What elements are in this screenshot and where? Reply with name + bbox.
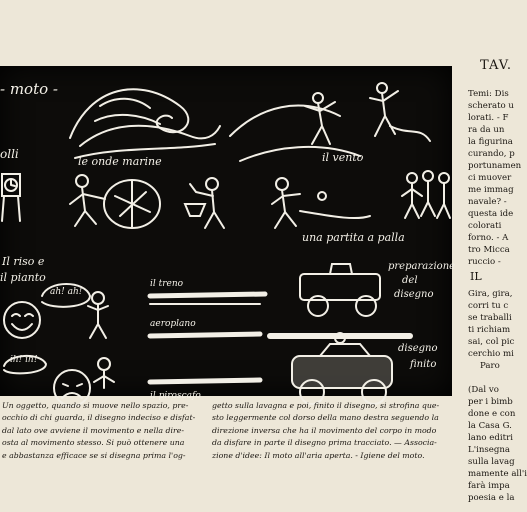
label-ahah: ah! ah! — [50, 287, 83, 297]
theme-line: ra da un — [468, 125, 505, 135]
poem-line: sai, col pic — [468, 337, 515, 347]
label-aeroplano: aeroplano — [150, 319, 196, 329]
caption-column-right — [212, 400, 439, 462]
train-drawing — [150, 294, 265, 296]
label-preparazione: preparazione — [388, 261, 456, 272]
label-finito: finito — [410, 359, 437, 370]
label-onde-marine: le onde marine — [78, 155, 162, 168]
poem-line: se traballi — [468, 313, 512, 323]
body-line: mamente all'i — [468, 469, 527, 479]
theme-line: ci muover — [468, 173, 512, 183]
theme-line: lorati. - F — [468, 113, 509, 123]
wheel-man-drawing — [70, 175, 160, 228]
theme-line: navale? - — [468, 197, 507, 207]
wind-drawing — [230, 83, 430, 161]
source-line: per i bimb — [468, 397, 513, 407]
label-partita: una partita a palla — [302, 231, 405, 244]
ball-game-drawing — [272, 171, 450, 228]
caption-line: dal lato ove avviene il movimento e nella dire- — [2, 425, 185, 435]
blackboard-illustration — [0, 66, 456, 401]
label-disegno: disegno — [394, 289, 434, 300]
theme-line: scherato u — [468, 101, 514, 111]
caption-column-left — [2, 400, 195, 462]
body-line: L'insegna — [468, 445, 511, 455]
label-orologio: olli — [0, 147, 19, 161]
crying-face-drawing — [54, 358, 114, 406]
caption-line: e abbastanza efficace se si disegna prima l'og- — [2, 450, 186, 460]
theme-line: colorati — [468, 221, 502, 231]
theme-line: ruccio - — [468, 257, 501, 267]
label-del: del — [402, 275, 418, 286]
caption-line: sto leggermente col dorso della mano destra seguendo la — [212, 413, 439, 423]
caption-line: osta al movimento stesso. Si può ottenere una — [2, 438, 185, 448]
poem-author: Paro — [480, 361, 500, 371]
poem-line: cerchio mi — [468, 349, 514, 359]
poem-title: IL — [470, 270, 482, 283]
label-treno: il treno — [150, 279, 184, 289]
waves-drawing — [70, 89, 220, 158]
caption-line: direzione inversa che ha il movimento del corpo in modo — [212, 425, 437, 435]
clock-drawing — [2, 174, 20, 221]
theme-line: tro Micca — [468, 245, 510, 255]
theme-line: forno. - A — [468, 233, 509, 243]
caption-line: occhio di chi guarda, il disegno indeciso e disfat- — [2, 413, 196, 423]
theme-line: curando, p — [468, 149, 515, 159]
theme-line: portunamen — [468, 161, 522, 171]
label-vento: il vento — [322, 151, 364, 164]
source-line: la Casa G. — [468, 421, 512, 431]
theme-line: questa ide — [468, 209, 514, 219]
body-line: sulla lavag — [468, 457, 515, 467]
plate-heading: TAV. — [480, 58, 512, 73]
theme-line: me immag — [468, 185, 514, 195]
body-line: farà impa — [468, 481, 510, 491]
label-pianto: il pianto — [0, 271, 46, 284]
caption-line: da disfare in parte il disegno prima tracciato. — Associa- — [212, 438, 437, 448]
steamer-drawing — [150, 380, 260, 382]
airplane-drawing — [150, 334, 260, 336]
caption-line: Un oggetto, quando si muove nello spazio, pre- — [2, 401, 189, 410]
source-line: lano editri — [468, 433, 513, 443]
source-line: done e con — [468, 409, 516, 419]
poem-line: ti richiam — [468, 325, 511, 335]
label-ihih: ih! ih! — [10, 355, 38, 365]
label-disegno-finito: disegno — [398, 343, 438, 354]
car-finished-drawing — [292, 333, 392, 404]
poem-line: Gira, gira, — [468, 289, 513, 299]
caption-line: zione d'idee: Il moto all'aria aperta. - Igiene del moto. — [212, 450, 425, 460]
right-text-column — [462, 0, 527, 512]
label-piroscafo: il piroscafo — [150, 391, 201, 401]
caption-line: getto sulla lavagna e poi, finito il disegno, si strofina que- — [212, 401, 440, 410]
poem-line: corri tu c — [468, 301, 509, 311]
label-moto: - moto - — [0, 80, 58, 98]
laughing-face-drawing — [4, 292, 108, 338]
body-line: poesia e la — [468, 493, 515, 503]
blacksmith-drawing — [185, 178, 224, 228]
label-riso: Il riso e — [2, 255, 45, 268]
theme-line: Temi: Dis — [468, 89, 509, 99]
car-sketch-drawing — [300, 264, 380, 316]
theme-line: la figurina — [468, 137, 513, 147]
source-line: (Dal vo — [468, 385, 499, 395]
